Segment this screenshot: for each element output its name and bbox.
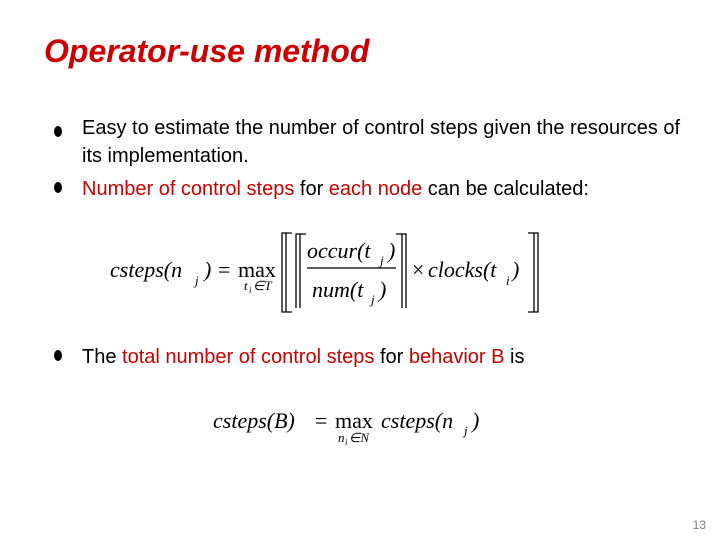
bullet-dot: [54, 126, 62, 137]
f1-left-ceil: [282, 233, 292, 312]
f2-max-sub-set: ∈N: [349, 430, 369, 445]
f2-eq: =: [315, 408, 328, 433]
formula-csteps-node: [100, 228, 560, 318]
bullet-1-body: Easy to estimate the number of control steps given the resources of its implementation.: [82, 117, 681, 167]
f1-den: num(t: [312, 277, 364, 302]
bullet-1-text: [82, 114, 682, 170]
bullet-2-highlight-steps: Number of control steps: [82, 178, 295, 200]
bullet-3-tail: is: [504, 346, 525, 368]
f1-max-sub-t: t: [244, 278, 248, 293]
f1-num-sub: j: [380, 253, 384, 268]
f1-right-ceil: [528, 233, 538, 312]
f1-lhs: csteps(n: [110, 257, 183, 282]
bullet-3-connector: for: [374, 346, 409, 368]
f1-times: ×: [412, 257, 425, 282]
bullet-3-highlight-behavior: behavior B: [408, 346, 505, 368]
f2-max-sub-n: n: [338, 430, 345, 445]
f1-inner-left-ceil: [296, 234, 306, 308]
f1-clocks: clocks(t: [428, 257, 497, 282]
f1-max-sub-set: ∈T: [253, 278, 272, 293]
bullet-dot: [54, 182, 62, 193]
f2-rhs-close: ): [472, 408, 480, 433]
slide-title: Operator-use method: [44, 33, 370, 69]
f1-clocks-sub: i: [506, 273, 510, 288]
f1-inner-right-ceil: [396, 234, 406, 308]
bullet-3-highlight-total: total number of control steps: [122, 346, 375, 368]
bullet-dot: [54, 350, 62, 361]
f2-rhs: csteps(n: [381, 408, 454, 433]
bullet-2-tail: can be calculated:: [422, 178, 589, 200]
bullet-3-text: [82, 343, 682, 371]
f1-max: max: [238, 257, 276, 282]
f1-num: occur(t: [307, 238, 371, 263]
f2-rhs-sub: j: [464, 423, 468, 438]
f1-num-close: ): [388, 238, 396, 263]
bullet-2-connector: for: [294, 178, 329, 200]
f1-lhs-close: ): [204, 257, 212, 282]
svg-text:csteps(n: [110, 257, 182, 282]
bullet-3-head: The: [82, 346, 123, 368]
f2-max-sub-i: i: [345, 437, 348, 447]
page-number: 13: [692, 518, 706, 532]
f1-eq: =: [218, 257, 231, 282]
f2-lhs: csteps(B): [213, 408, 295, 433]
bullet-2-highlight-node: each node: [328, 178, 423, 200]
f2-max: max: [335, 408, 373, 433]
f1-lhs-sub: j: [195, 273, 199, 288]
f1-den-close: ): [379, 277, 387, 302]
formula-csteps-behavior: [205, 400, 505, 455]
f1-clocks-close: ): [512, 257, 520, 282]
f1-max-sub-i: i: [249, 285, 252, 295]
f1-den-sub: j: [371, 292, 375, 307]
bullet-2-text: [82, 175, 602, 203]
